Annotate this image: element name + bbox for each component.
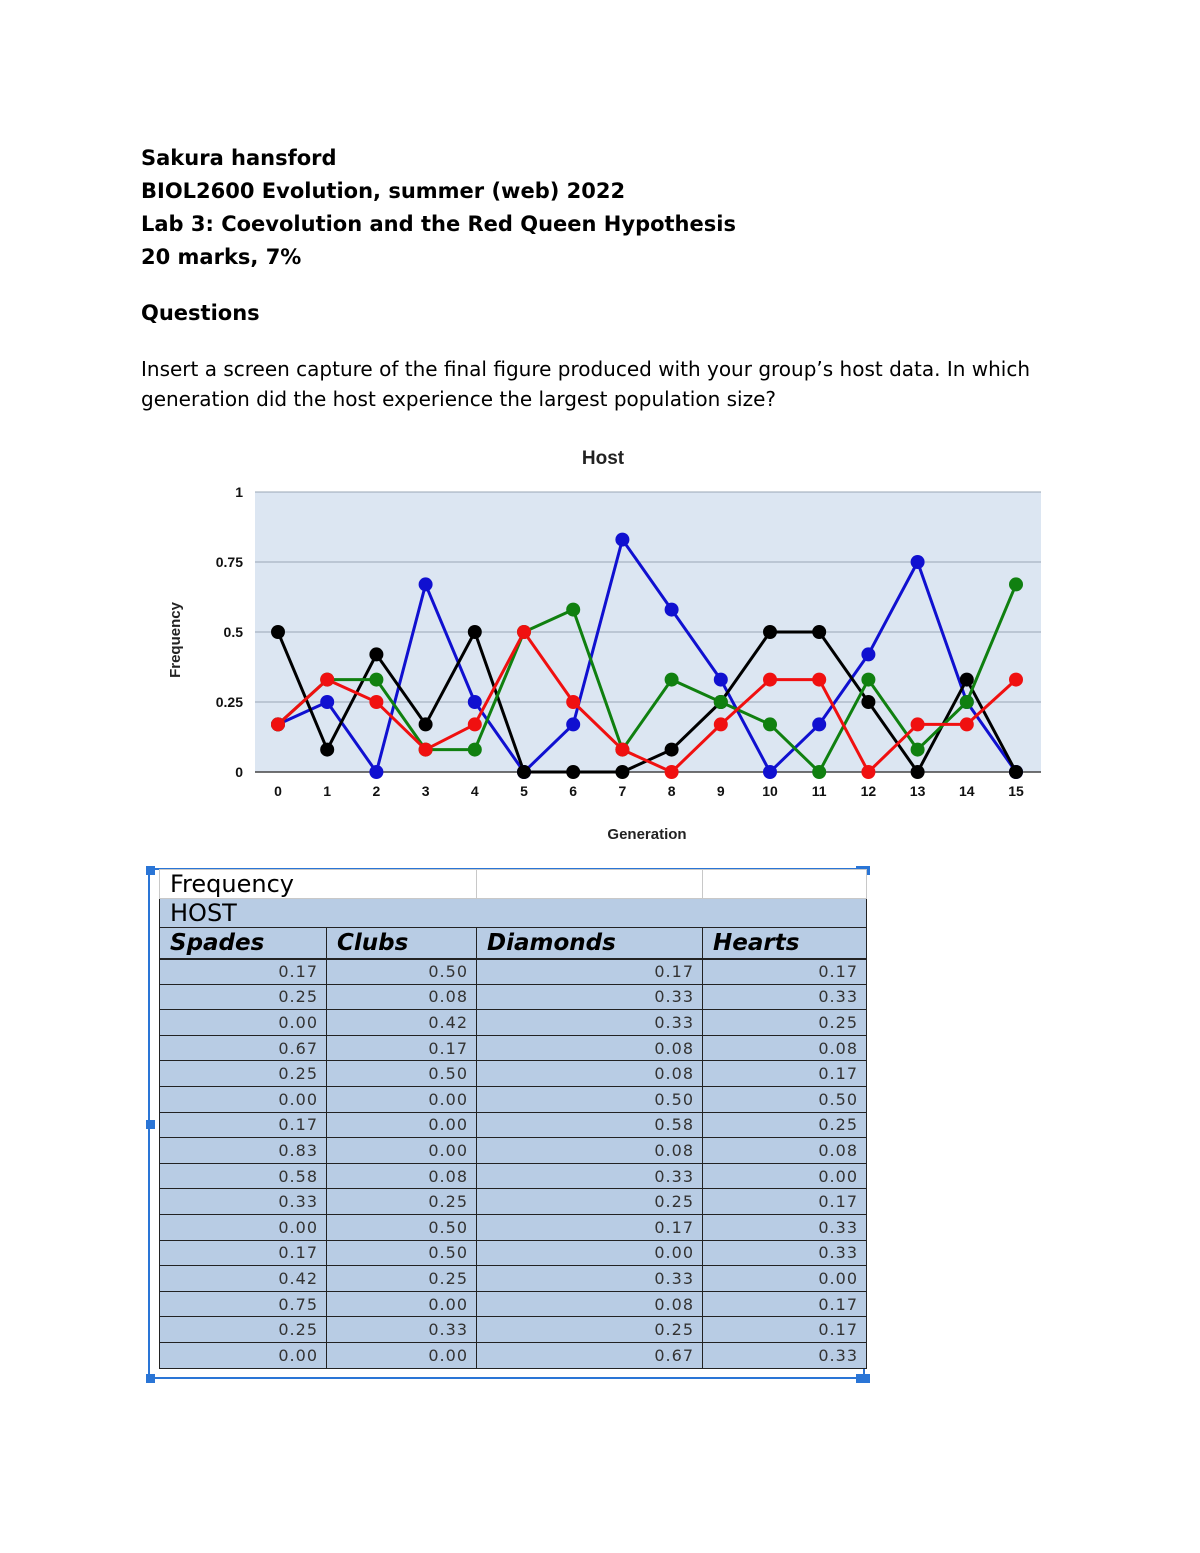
table-cell: 0.25 bbox=[160, 1317, 327, 1343]
table-row bbox=[160, 1112, 867, 1138]
marks-line: 20 marks, 7% bbox=[141, 245, 302, 269]
table-cell: 0.33 bbox=[477, 1163, 703, 1189]
data-point bbox=[468, 695, 482, 709]
data-point bbox=[419, 577, 433, 591]
data-point bbox=[369, 765, 383, 779]
table-cell: 0.33 bbox=[477, 1010, 703, 1036]
table-cell: 0.08 bbox=[477, 1035, 703, 1061]
x-tick-label: 6 bbox=[569, 783, 578, 799]
table-row bbox=[160, 1035, 867, 1061]
table-cell: 0.33 bbox=[703, 1342, 867, 1368]
table-cell: 0.00 bbox=[160, 1214, 327, 1240]
table-cell: 0.00 bbox=[327, 1138, 477, 1164]
x-tick-label: 12 bbox=[860, 783, 877, 799]
table-cell: 0.17 bbox=[703, 1317, 867, 1343]
data-point bbox=[665, 765, 679, 779]
y-tick-label: 0.75 bbox=[215, 554, 243, 570]
table-cell: 0.00 bbox=[327, 1112, 477, 1138]
table-row bbox=[160, 1317, 867, 1343]
data-point bbox=[320, 673, 334, 687]
data-point bbox=[763, 765, 777, 779]
table-cell: 0.17 bbox=[160, 1112, 327, 1138]
x-tick-label: 1 bbox=[323, 783, 332, 799]
table-cell: 0.00 bbox=[703, 1266, 867, 1292]
x-tick-label: 8 bbox=[667, 783, 676, 799]
table-cell: 0.08 bbox=[327, 1163, 477, 1189]
table-row bbox=[160, 959, 867, 985]
table-title-blank bbox=[703, 870, 867, 899]
table-cell: 0.50 bbox=[477, 1086, 703, 1112]
x-tick-label: 2 bbox=[372, 783, 381, 799]
table-cell: 0.25 bbox=[477, 1189, 703, 1215]
frequency-table bbox=[159, 869, 867, 1369]
x-tick-label: 7 bbox=[618, 783, 627, 799]
table-cell: 0.00 bbox=[327, 1086, 477, 1112]
table-row bbox=[160, 1086, 867, 1112]
table-row bbox=[160, 1061, 867, 1087]
data-point bbox=[861, 673, 875, 687]
table-cell: 0.42 bbox=[327, 1010, 477, 1036]
data-point bbox=[911, 717, 925, 731]
table-cell: 0.58 bbox=[477, 1112, 703, 1138]
data-point bbox=[517, 625, 531, 639]
data-point bbox=[665, 743, 679, 757]
table-cell: 0.25 bbox=[703, 1112, 867, 1138]
table-cell: 0.67 bbox=[477, 1342, 703, 1368]
table-cell: 0.00 bbox=[477, 1240, 703, 1266]
data-point bbox=[812, 625, 826, 639]
table-cell: 0.58 bbox=[160, 1163, 327, 1189]
data-point bbox=[1009, 765, 1023, 779]
resize-handle-bottom-left[interactable] bbox=[146, 1374, 155, 1383]
table-cell: 0.33 bbox=[327, 1317, 477, 1343]
y-tick-label: 0.25 bbox=[215, 694, 243, 710]
table-cell: 0.00 bbox=[160, 1010, 327, 1036]
table-cell: 0.08 bbox=[703, 1138, 867, 1164]
table-row bbox=[160, 1163, 867, 1189]
data-point bbox=[566, 765, 580, 779]
table-cell: 0.75 bbox=[160, 1291, 327, 1317]
table-cell: 0.33 bbox=[703, 984, 867, 1010]
column-header-diamonds: Diamonds bbox=[477, 928, 703, 959]
data-point bbox=[960, 695, 974, 709]
data-point bbox=[615, 743, 629, 757]
table-cell: 0.17 bbox=[327, 1035, 477, 1061]
data-point bbox=[369, 695, 383, 709]
data-point bbox=[419, 717, 433, 731]
table-row bbox=[160, 1266, 867, 1292]
table-cell: 0.00 bbox=[703, 1163, 867, 1189]
table-row bbox=[160, 1138, 867, 1164]
table-row bbox=[160, 1010, 867, 1036]
data-point bbox=[468, 717, 482, 731]
chart-title: Host bbox=[581, 448, 625, 469]
lab-title: Lab 3: Coevolution and the Red Queen Hypothesis bbox=[141, 212, 736, 236]
data-point bbox=[468, 625, 482, 639]
table-cell: 0.33 bbox=[703, 1214, 867, 1240]
table-cell: 0.25 bbox=[160, 984, 327, 1010]
table-cell: 0.67 bbox=[160, 1035, 327, 1061]
y-tick-label: 0 bbox=[235, 764, 243, 780]
data-point bbox=[271, 717, 285, 731]
resize-handle-bottom-right[interactable] bbox=[856, 1374, 870, 1383]
data-point bbox=[763, 717, 777, 731]
x-axis-title: Generation bbox=[607, 826, 687, 843]
x-tick-label: 9 bbox=[716, 783, 725, 799]
table-cell: 0.00 bbox=[327, 1342, 477, 1368]
data-point bbox=[861, 695, 875, 709]
data-point bbox=[369, 647, 383, 661]
data-point bbox=[566, 695, 580, 709]
table-cell: 0.17 bbox=[160, 959, 327, 985]
table-cell: 0.33 bbox=[477, 1266, 703, 1292]
table-cell: 0.25 bbox=[703, 1010, 867, 1036]
table-cell: 0.25 bbox=[327, 1266, 477, 1292]
data-point bbox=[468, 743, 482, 757]
table-cell: 0.50 bbox=[327, 1240, 477, 1266]
host-frequency-chart bbox=[150, 440, 1050, 850]
table-cell: 0.17 bbox=[703, 1189, 867, 1215]
column-header-hearts: Hearts bbox=[703, 928, 867, 959]
y-tick-label: 0.5 bbox=[223, 624, 243, 640]
table-row bbox=[160, 984, 867, 1010]
data-point bbox=[1009, 577, 1023, 591]
table-cell: 0.08 bbox=[477, 1291, 703, 1317]
table-title: Frequency bbox=[160, 870, 327, 899]
data-point bbox=[566, 717, 580, 731]
table-cell: 0.00 bbox=[327, 1291, 477, 1317]
data-point bbox=[665, 673, 679, 687]
table-cell: 0.33 bbox=[477, 984, 703, 1010]
table-cell: 0.50 bbox=[327, 959, 477, 985]
data-point bbox=[911, 765, 925, 779]
y-tick-label: 1 bbox=[235, 484, 243, 500]
table-cell: 0.17 bbox=[477, 1214, 703, 1240]
table-cell: 0.17 bbox=[703, 959, 867, 985]
data-point bbox=[763, 625, 777, 639]
data-point bbox=[1009, 673, 1023, 687]
x-tick-label: 13 bbox=[909, 783, 926, 799]
table-cell: 0.33 bbox=[160, 1189, 327, 1215]
table-cell: 0.08 bbox=[703, 1035, 867, 1061]
data-point bbox=[714, 717, 728, 731]
table-cell: 0.25 bbox=[160, 1061, 327, 1087]
table-cell: 0.42 bbox=[160, 1266, 327, 1292]
table-cell: 0.00 bbox=[160, 1342, 327, 1368]
table-cell: 0.50 bbox=[327, 1214, 477, 1240]
question-text: Insert a screen capture of the final figure produced with your group’s host data. In which generation did the host experience the largest population size? bbox=[141, 357, 1031, 411]
data-point bbox=[812, 717, 826, 731]
table-cell: 0.17 bbox=[477, 959, 703, 985]
data-point bbox=[861, 765, 875, 779]
table-title-blank bbox=[327, 870, 477, 899]
data-point bbox=[861, 647, 875, 661]
table-row bbox=[160, 1240, 867, 1266]
x-tick-label: 4 bbox=[470, 783, 479, 799]
table-row bbox=[160, 1189, 867, 1215]
table-cell: 0.25 bbox=[327, 1189, 477, 1215]
data-point bbox=[665, 603, 679, 617]
data-point bbox=[271, 625, 285, 639]
data-point bbox=[960, 717, 974, 731]
table-cell: 0.08 bbox=[477, 1138, 703, 1164]
table-cell: 0.00 bbox=[160, 1086, 327, 1112]
table-subtitle: HOST bbox=[160, 899, 867, 928]
data-point bbox=[320, 695, 334, 709]
table-cell: 0.25 bbox=[477, 1317, 703, 1343]
data-point bbox=[615, 765, 629, 779]
table-cell: 0.17 bbox=[703, 1061, 867, 1087]
data-point bbox=[911, 555, 925, 569]
table-cell: 0.08 bbox=[327, 984, 477, 1010]
data-point bbox=[714, 695, 728, 709]
course-title: BIOL2600 Evolution, summer (web) 2022 bbox=[141, 179, 626, 203]
document-text bbox=[141, 142, 1041, 414]
frequency-table-image[interactable] bbox=[146, 866, 869, 1383]
data-point bbox=[812, 765, 826, 779]
table-cell: 0.17 bbox=[703, 1291, 867, 1317]
data-point bbox=[566, 603, 580, 617]
data-point bbox=[615, 533, 629, 547]
data-point bbox=[320, 743, 334, 757]
table-title-blank bbox=[477, 870, 703, 899]
column-header-clubs: Clubs bbox=[327, 928, 477, 959]
x-tick-label: 0 bbox=[274, 783, 282, 799]
data-point bbox=[369, 673, 383, 687]
table-cell: 0.33 bbox=[703, 1240, 867, 1266]
x-tick-label: 11 bbox=[811, 783, 827, 799]
author-name: Sakura hansford bbox=[141, 146, 337, 170]
table-row bbox=[160, 1291, 867, 1317]
table-row bbox=[160, 1342, 867, 1368]
resize-handle-top-left[interactable] bbox=[146, 866, 155, 875]
table-cell: 0.08 bbox=[477, 1061, 703, 1087]
y-axis-title: Frequency bbox=[167, 602, 184, 678]
resize-handle-middle-left[interactable] bbox=[146, 1120, 155, 1129]
section-title: Questions bbox=[141, 301, 260, 325]
data-point bbox=[419, 743, 433, 757]
table-cell: 0.50 bbox=[703, 1086, 867, 1112]
table-row bbox=[160, 1214, 867, 1240]
x-tick-label: 14 bbox=[959, 783, 975, 799]
data-point bbox=[812, 673, 826, 687]
data-point bbox=[517, 765, 531, 779]
table-cell: 0.17 bbox=[160, 1240, 327, 1266]
data-point bbox=[960, 673, 974, 687]
data-point bbox=[714, 673, 728, 687]
data-point bbox=[763, 673, 777, 687]
x-tick-label: 3 bbox=[421, 783, 430, 799]
x-tick-label: 10 bbox=[762, 783, 778, 799]
table-cell: 0.83 bbox=[160, 1138, 327, 1164]
x-tick-label: 5 bbox=[520, 783, 528, 799]
column-header-spades: Spades bbox=[160, 928, 327, 959]
table-cell: 0.50 bbox=[327, 1061, 477, 1087]
data-point bbox=[911, 743, 925, 757]
x-tick-label: 15 bbox=[1008, 783, 1024, 799]
